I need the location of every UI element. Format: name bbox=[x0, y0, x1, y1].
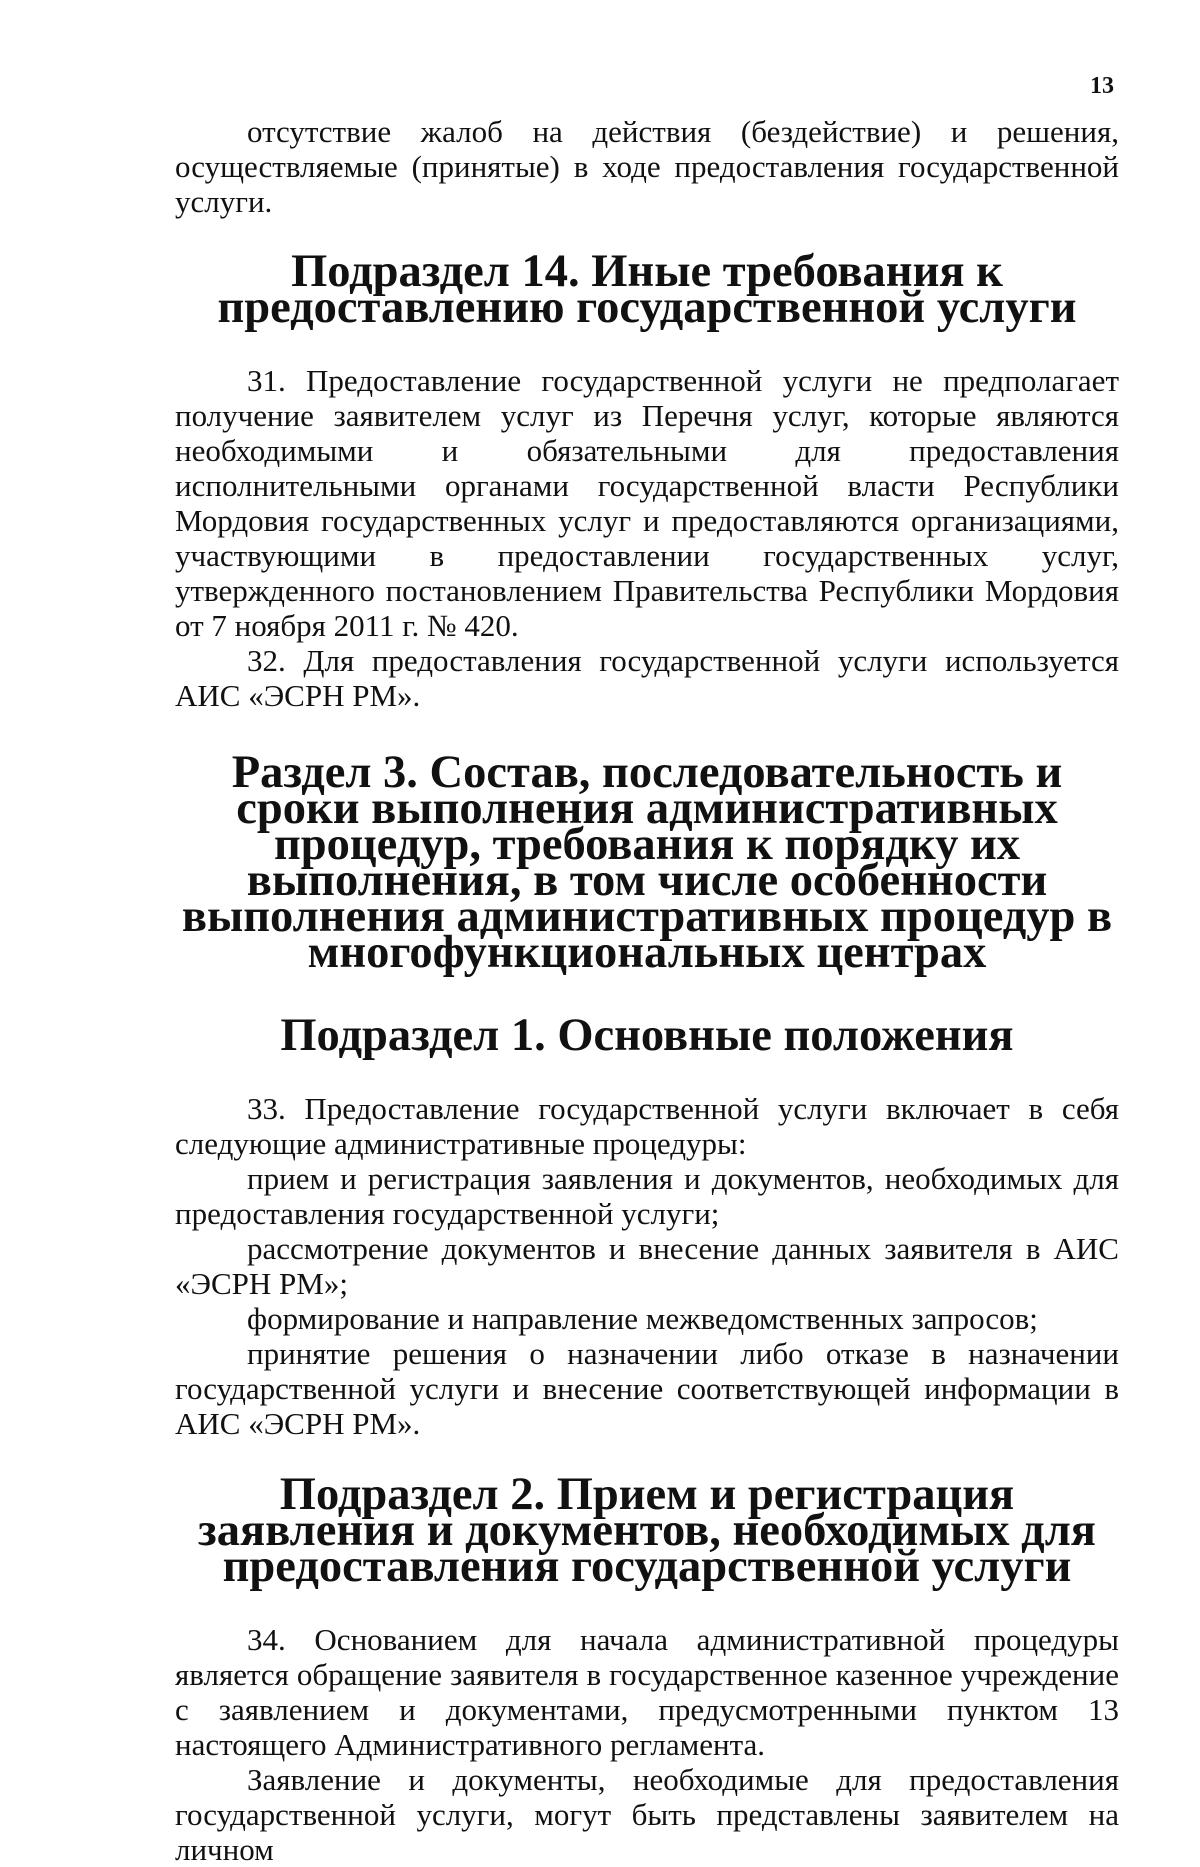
subsection-14-heading: Подраздел 14. Иные требования к предоставлению государственной услуги bbox=[217, 246, 1077, 333]
paragraph-33-item-1: прием и регистрация заявления и документов, необходимых для предоставления государственной услуги; bbox=[175, 1161, 1119, 1231]
paragraph-33-item-3: формирование и направление межведомственных запросов; bbox=[247, 1301, 1038, 1336]
document-body bbox=[175, 114, 1119, 1867]
paragraph-34: 34. Основанием для начала административной процедуры является обращение заявителя в государственное казенное учреждение с заявлением и документами, предусмотренными пунктом 13 настоящего Административного регламента. bbox=[175, 1622, 1119, 1762]
paragraph-32: 32. Для предоставления государственной услуги используется АИС «ЭСРН РМ». bbox=[175, 643, 1119, 713]
subsection-2-heading: Подраздел 2. Прием и регистрация заявления и документов, необходимых для предоставления государственной услуги bbox=[198, 1469, 1096, 1592]
paragraph-33: 33. Предоставление государственной услуги включает в себя следующие административные процедуры: bbox=[175, 1091, 1119, 1161]
paragraph-34-continued: Заявление и документы, необходимые для предоставления государственной услуги, могут быть представлены заявителем на личном bbox=[175, 1762, 1119, 1867]
paragraph-intro: отсутствие жалоб на действия (бездействие) и решения, осуществляемые (принятые) в ходе предоставления государственной услуги. bbox=[175, 114, 1119, 219]
page-number: 13 bbox=[1090, 73, 1114, 99]
paragraph-33-item-2: рассмотрение документов и внесение данных заявителя в АИС «ЭСРН РМ»; bbox=[175, 1231, 1119, 1301]
subsection-1-heading: Подраздел 1. Основные положения bbox=[280, 1010, 1014, 1061]
paragraph-33-item-4: принятие решения о назначении либо отказе в назначении государственной услуги и внесение соответствующей информации в АИС «ЭСРН РМ». bbox=[175, 1336, 1119, 1441]
section-3-heading: Раздел 3. Состав, последовательность и сроки выполнения административных процедур, требования к порядку их выполнения, в том числе особенности выполнения административных процедур в многофункциональных центрах bbox=[181, 747, 1113, 978]
paragraph-31: 31. Предоставление государственной услуги не предполагает получение заявителем услуг из Перечня услуг, которые являются необходимыми и обязательными для предоставления исполнительными органами государственной власти Республики Мордовия государственных услуг и предоставляются организациями, участвующими в предоставлении государственных услуг, утвержденного постановлением Правительства Республики Мордовия от 7 ноября 2011 г. № 420. bbox=[175, 363, 1119, 643]
